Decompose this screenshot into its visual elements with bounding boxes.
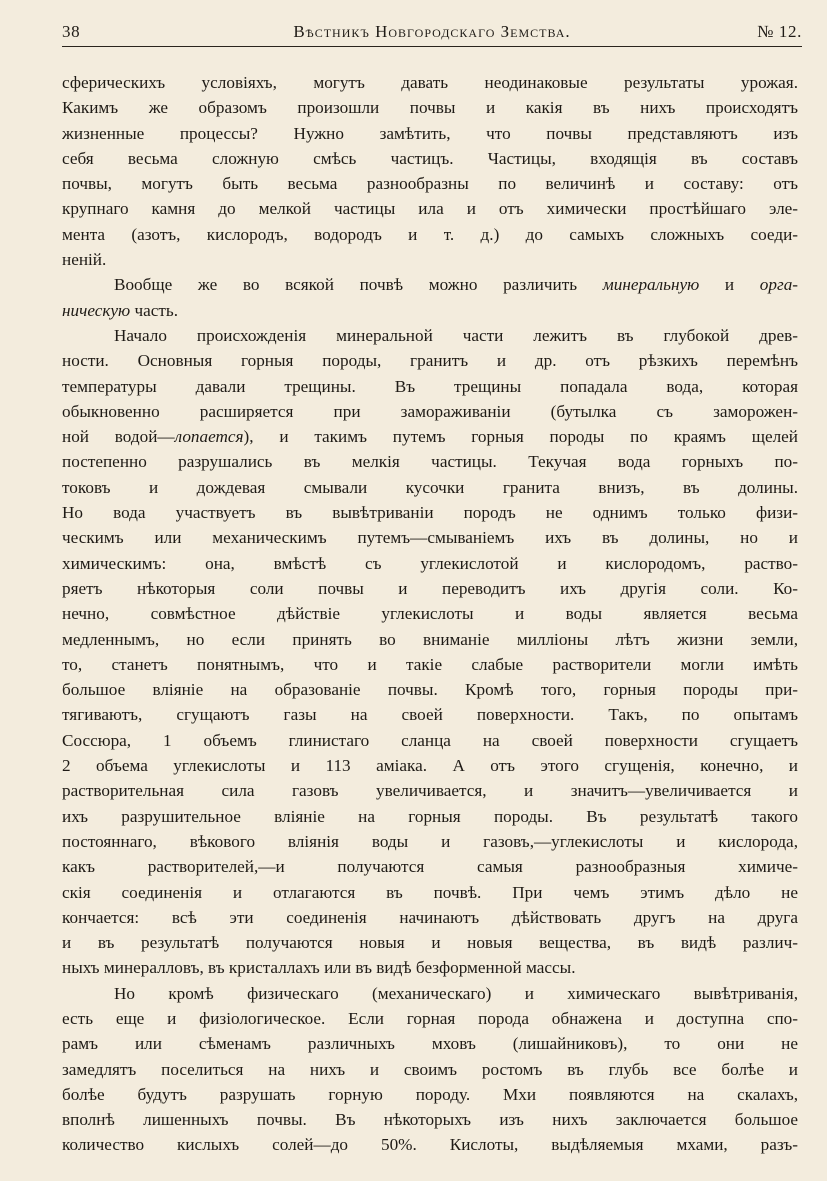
- text-line: Вообще же во всякой почвѣ можно различить минеральную и орга-: [114, 275, 798, 295]
- text-line: количество кислыхъ солей—до 50%. Кислоты, выдѣляемыя мхами, разъ-: [62, 1135, 798, 1155]
- page-number: 38: [62, 22, 81, 41]
- text-line: почвы, могутъ быть весьма разнообразны по величинѣ и составу: отъ: [62, 174, 798, 194]
- text-line: то, станетъ понятнымъ, что и такіе слабые растворители могли имѣть: [62, 654, 798, 674]
- text-line: постояннаго, вѣкового вліянія воды и газовъ,—углекислоты и кислорода,: [62, 831, 798, 851]
- text-line: ническую часть.: [62, 300, 178, 320]
- text-line: Начало происхожденія минеральной части лежитъ въ глубокой древ-: [114, 325, 798, 345]
- text-line: вполнѣ лишенныхъ почвы. Въ нѣкоторыхъ изъ нихъ заключается большое: [62, 1110, 798, 1130]
- text-line: ряетъ нѣкоторыя соли почвы и переводитъ ихъ другія соли. Ко-: [62, 578, 798, 598]
- journal-title: Вѣстникъ Новгородскаго Земства.: [293, 22, 571, 41]
- text-line: болѣе будутъ разрушать горную породу. Мхи появляются на скалахъ,: [62, 1084, 798, 1104]
- text-line: сферическихъ условіяхъ, могутъ давать неодинаковые результаты урожая.: [62, 73, 798, 92]
- header-rule: [62, 46, 802, 47]
- text-line: себя весьма сложную смѣсь частицъ. Частицы, входящія въ составъ: [62, 148, 798, 168]
- running-header: [62, 22, 802, 48]
- text-line: крупнаго камня до мелкой частицы ила и отъ химически простѣйшаго эле-: [62, 199, 798, 219]
- text-line: скія соединенія и отлагаются въ почвѣ. При чемъ этимъ дѣло не: [62, 882, 798, 902]
- text-line: большое вліяніе на образованіе почвы. Кромѣ того, горныя породы при-: [62, 680, 798, 700]
- text-line: какъ растворителей,—и получаются самыя разнообразныя химиче-: [62, 857, 798, 877]
- text-line: 2 объема углекислоты и 113 аміака. А отъ этого сгущенія, конечно, и: [62, 756, 798, 776]
- text-line: и въ результатѣ получаются новыя и новыя вещества, въ видѣ различ-: [62, 933, 798, 953]
- text-line: замедлятъ поселиться на нихъ и своимъ ростомъ въ глубь все болѣе и: [62, 1059, 798, 1079]
- text-line: постепенно разрушались въ мелкія частицы. Текучая вода горныхъ по-: [62, 452, 798, 472]
- text-line: медленнымъ, но если принять во вниманіе милліоны лѣтъ жизни земли,: [62, 629, 798, 649]
- text-line: ческимъ или механическимъ путемъ—смываніемъ ихъ въ долины, но и: [62, 528, 798, 548]
- text-line: ихъ разрушительное вліяніе на горныя породы. Въ результатѣ такого: [62, 806, 798, 826]
- text-line: химическимъ: она, вмѣстѣ съ углекислотой и кислородомъ, раство-: [62, 553, 798, 573]
- text-line: есть еще и физіологическое. Если горная порода обнажена и доступна спо-: [62, 1008, 798, 1028]
- text-line: Какимъ же образомъ произошли почвы и какія въ нихъ происходятъ: [62, 98, 798, 118]
- text-line: Но кромѣ физическаго (механическаго) и химическаго вывѣтриванія,: [114, 983, 798, 1003]
- text-line: растворительная сила газовъ увеличивается, и значитъ—увеличивается и: [62, 781, 798, 801]
- article-body: [62, 70, 798, 1158]
- text-line: ной водой—лопается), и такимъ путемъ горныя породы по краямъ щелей: [62, 427, 798, 447]
- text-line: жизненные процессы? Нужно замѣтить, что почвы представляютъ изъ: [62, 123, 798, 143]
- issue-number: № 12.: [757, 22, 802, 41]
- text-line: температуры давали трещины. Въ трещины попадала вода, которая: [62, 376, 798, 396]
- text-line: кончается: всѣ эти соединенія начинаютъ дѣйствовать другъ на друга: [62, 907, 798, 927]
- text-line: ныхъ минералловъ, въ кристаллахъ или въ видѣ безформенной массы.: [62, 958, 576, 978]
- text-line: нечно, совмѣстное дѣйствіе углекислоты и воды является весьма: [62, 604, 798, 624]
- text-line: Соссюра, 1 объемъ глинистаго сланца на своей поверхности сгущаетъ: [62, 730, 798, 750]
- text-line: токовъ и дождевая смывали кусочки гранита внизъ, въ долины.: [62, 477, 798, 497]
- text-line: ности. Основныя горныя породы, гранитъ и др. отъ рѣзкихъ перемѣнъ: [62, 351, 798, 371]
- text-line: Но вода участвуетъ въ вывѣтриваніи породъ не однимъ только физи-: [62, 503, 798, 523]
- text-line: тягиваютъ, сгущаютъ газы на своей поверхности. Такъ, по опытамъ: [62, 705, 798, 725]
- text-line: мента (азотъ, кислородъ, водородъ и т. д.) до самыхъ сложныхъ соеди-: [62, 224, 798, 244]
- text-line: обыкновенно расширяется при замораживаніи (бутылка съ заморожен-: [62, 401, 798, 421]
- text-line: неній.: [62, 250, 107, 270]
- text-line: рамъ или сѣменамъ различныхъ мховъ (лишайниковъ), то они не: [62, 1034, 798, 1054]
